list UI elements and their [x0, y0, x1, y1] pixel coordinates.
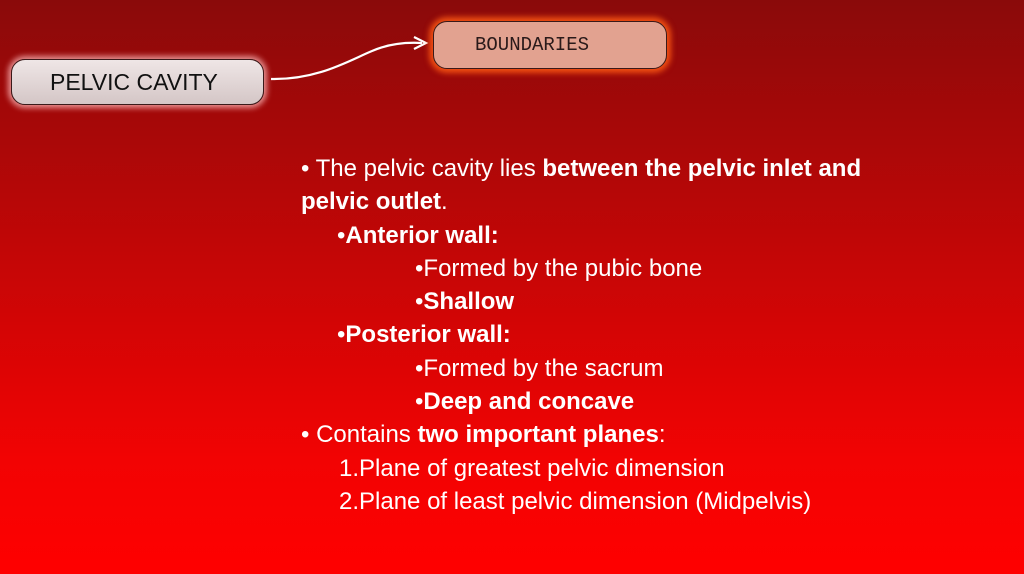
- plane-item: 1.Plane of greatest pelvic dimension: [339, 454, 725, 482]
- pelvic-cavity-label: PELVIC CAVITY: [50, 68, 218, 95]
- planes-line: • Contains two important planes:: [301, 421, 666, 449]
- anterior-item: •Formed by the pubic bone: [415, 254, 703, 282]
- anterior-item: •Shallow: [415, 288, 515, 316]
- anterior-wall-heading: •Anterior wall:: [337, 221, 499, 249]
- plane-item: 2.Plane of least pelvic dimension (Midpelvis): [339, 487, 812, 515]
- posterior-wall-heading: •Posterior wall:: [337, 321, 511, 349]
- posterior-item: •Deep and concave: [415, 388, 635, 416]
- slide-body: [301, 152, 861, 518]
- boundaries-box[interactable]: [433, 21, 667, 69]
- intro-line-cont: pelvic outlet.: [301, 188, 448, 216]
- boundaries-label: BOUNDARIES: [474, 34, 590, 56]
- posterior-item: •Formed by the sacrum: [415, 354, 664, 382]
- intro-line: • The pelvic cavity lies between the pelvic inlet and: [301, 155, 862, 182]
- pelvic-cavity-box: [11, 59, 264, 105]
